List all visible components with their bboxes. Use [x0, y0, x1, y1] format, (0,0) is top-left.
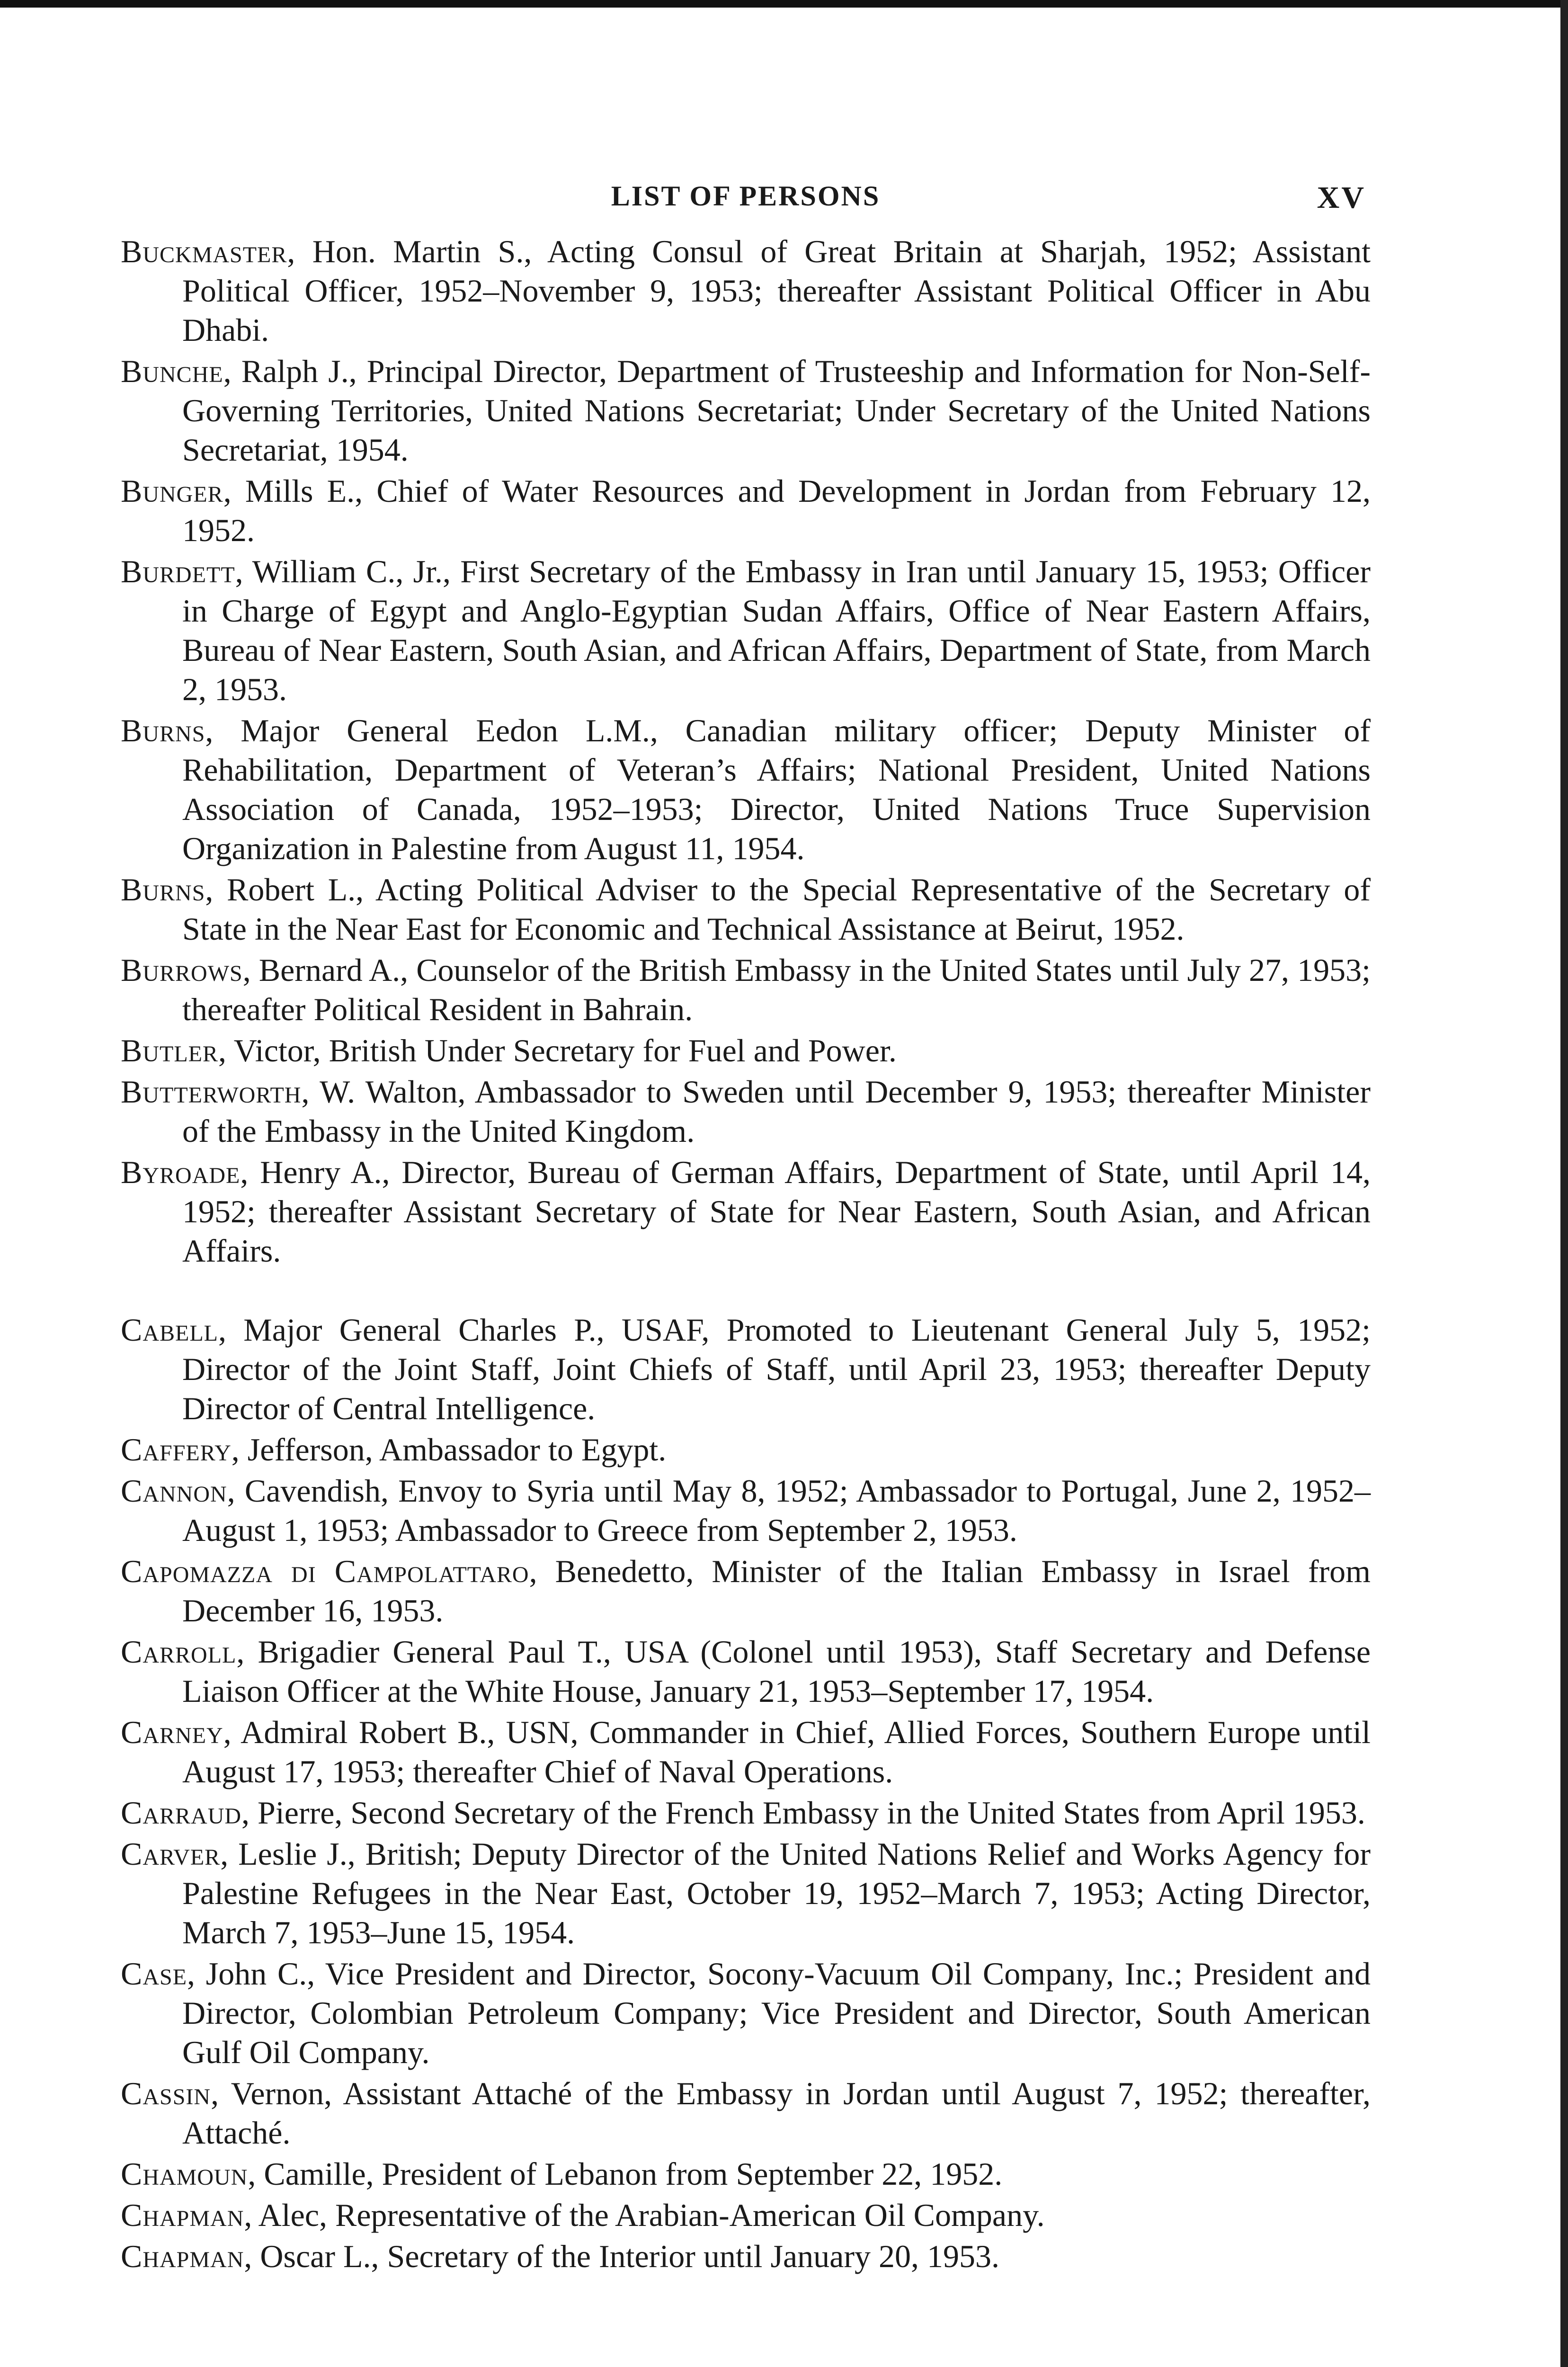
person-entry-byroade: [121, 1153, 1371, 1271]
person-entry-buckmaster: [121, 232, 1371, 350]
surname: Burns: [121, 872, 205, 908]
entry-text: , Major General Charles P., USAF, Promoted to Lieutenant General July 5, 1952; Director of the Joint Staff, Joint Chiefs of Staff, until April 23, 1953; thereafter Deputy Director of Central Intelligence.: [182, 1312, 1371, 1426]
entry-text: , Bernard A., Counselor of the British Embassy in the United States until July 27, 1953; thereafter Political Resident in Bahrain.: [182, 952, 1371, 1027]
person-entry-butterworth: [121, 1072, 1371, 1151]
person-entry-capomazza: [121, 1552, 1371, 1630]
person-entry-burns-robert: [121, 870, 1371, 949]
person-entry-cassin: [121, 2074, 1371, 2153]
person-entry-chapman-alec: [121, 2196, 1371, 2235]
surname: Carney: [121, 1714, 223, 1750]
entry-text: , Admiral Robert B., USN, Commander in Chief, Allied Forces, Southern Europe until August 17, 1953; thereafter Chief of Naval Operations.: [182, 1714, 1371, 1789]
person-entry-butler: [121, 1031, 1371, 1070]
person-entry-carver: [121, 1834, 1371, 1952]
entry-text: , Camille, President of Lebanon from September 22, 1952.: [248, 2156, 1003, 2192]
page-top-edge: [0, 0, 1568, 8]
surname: Cannon: [121, 1473, 227, 1509]
surname: Burrows: [121, 952, 243, 988]
running-title: LIST OF PERSONS: [611, 180, 881, 212]
person-entry-cabell: [121, 1310, 1371, 1428]
surname: Chapman: [121, 2197, 244, 2233]
entry-text: , Cavendish, Envoy to Syria until May 8, 1952; Ambassador to Portugal, June 2, 1952–August 1, 1953; Ambassador to Greece from September 2, 1953.: [182, 1473, 1371, 1548]
surname: Butler: [121, 1032, 218, 1068]
person-entry-cannon: [121, 1471, 1371, 1550]
surname: Cassin: [121, 2075, 211, 2111]
surname: Butterworth: [121, 1074, 302, 1110]
entry-text: , Vernon, Assistant Attaché of the Embassy in Jordan until August 7, 1952; thereafter, Attaché.: [182, 2075, 1371, 2151]
entry-text: , Leslie J., British; Deputy Director of the United Nations Relief and Works Agency for Palestine Refugees in the Near East, October 19, 1952–March 7, 1953; Acting Director, March 7, 1953–June 15, 1954.: [182, 1836, 1371, 1950]
person-entry-caffery: [121, 1430, 1371, 1469]
entry-text: , Alec, Representative of the Arabian-American Oil Company.: [244, 2197, 1045, 2233]
surname: Burdett: [121, 553, 235, 589]
surname: Bunche: [121, 353, 223, 389]
entry-text: , Robert L., Acting Political Adviser to the Special Representative of the Secretary of State in the Near East for Economic and Technical Assistance at Beirut, 1952.: [182, 872, 1371, 947]
person-entry-case: [121, 1954, 1371, 2072]
surname: Carroll: [121, 1634, 237, 1670]
person-entry-carney: [121, 1713, 1371, 1791]
surname: Burns: [121, 712, 205, 748]
entry-text: , Victor, British Under Secretary for Fuel and Power.: [218, 1032, 897, 1068]
surname: Chapman: [121, 2238, 244, 2274]
person-entry-carraud: [121, 1793, 1371, 1833]
entry-text: , Jefferson, Ambassador to Egypt.: [231, 1432, 667, 1468]
surname: Capomazza di Campolattaro: [121, 1553, 529, 1589]
page-number: XV: [1317, 180, 1366, 215]
document-page: [121, 180, 1371, 2278]
person-entry-carroll: [121, 1632, 1371, 1711]
person-entry-chapman-oscar: [121, 2237, 1371, 2276]
entry-text: , William C., Jr., First Secretary of the Embassy in Iran until January 15, 1953; Officer in Charge of Egypt and Anglo-Egyptian Sudan Affairs, Office of Near Eastern Affairs, Bureau of Near Eastern, South Asian, and African Affairs, Department of State, from March 2, 1953.: [182, 553, 1371, 707]
person-entry-bunger: [121, 472, 1371, 550]
entry-text: , Brigadier General Paul T., USA (Colonel until 1953), Staff Secretary and Defense Liaison Officer at the White House, January 21, 1953–September 17, 1954.: [182, 1634, 1371, 1709]
page-right-edge: [1560, 0, 1568, 2367]
entry-text: , Major General Eedon L.M., Canadian military officer; Deputy Minister of Rehabilitation, Department of Veteran’s Affairs; National President, United Nations Association of Canada, 1952–1953; Director, United Nations Truce Supervision Organization in Palestine from August 11, 1954.: [182, 712, 1371, 866]
surname: Carver: [121, 1836, 221, 1872]
entry-text: , Henry A., Director, Bureau of German Affairs, Department of State, until April 14, 1952; thereafter Assistant Secretary of State for Near Eastern, South Asian, and African Affairs.: [182, 1154, 1371, 1269]
letter-section-gap: [121, 1272, 1371, 1310]
surname: Case: [121, 1956, 187, 1992]
person-entry-burdett: [121, 552, 1371, 709]
persons-list: [121, 232, 1371, 2276]
entry-text: , John C., Vice President and Director, Socony-Vacuum Oil Company, Inc.; President and Director, Colombian Petroleum Company; Vice President and Director, South American Gulf Oil Company.: [182, 1956, 1371, 2070]
entry-text: , Mills E., Chief of Water Resources and Development in Jordan from February 12, 1952.: [182, 473, 1371, 548]
surname: Carraud: [121, 1795, 242, 1831]
person-entry-chamoun: [121, 2154, 1371, 2194]
running-header: [121, 180, 1371, 232]
person-entry-burns-eedon: [121, 711, 1371, 868]
entry-text: , Ralph J., Principal Director, Department of Trusteeship and Information for Non-Self-Governing Territories, United Nations Secretariat; Under Secretary of the United Nations Secretariat, 1954.: [182, 353, 1371, 468]
person-entry-bunche: [121, 352, 1371, 470]
surname: Cabell: [121, 1312, 218, 1348]
entry-text: , Benedetto, Minister of the Italian Embassy in Israel from December 16, 1953.: [182, 1553, 1371, 1628]
surname: Caffery: [121, 1432, 232, 1468]
surname: Byroade: [121, 1154, 241, 1190]
entry-text: , W. Walton, Ambassador to Sweden until December 9, 1953; thereafter Minister of the Embassy in the United Kingdom.: [182, 1074, 1371, 1149]
surname: Chamoun: [121, 2156, 248, 2192]
entry-text: , Hon. Martin S., Acting Consul of Great Britain at Sharjah, 1952; Assistant Political Officer, 1952–November 9, 1953; thereafter Assistant Political Officer in Abu Dhabi.: [182, 233, 1371, 348]
surname: Buckmaster: [121, 233, 287, 269]
person-entry-burrows: [121, 951, 1371, 1029]
entry-text: , Pierre, Second Secretary of the French Embassy in the United States from April 1953.: [241, 1795, 1365, 1831]
surname: Bunger: [121, 473, 223, 509]
entry-text: , Oscar L., Secretary of the Interior until January 20, 1953.: [244, 2238, 999, 2274]
